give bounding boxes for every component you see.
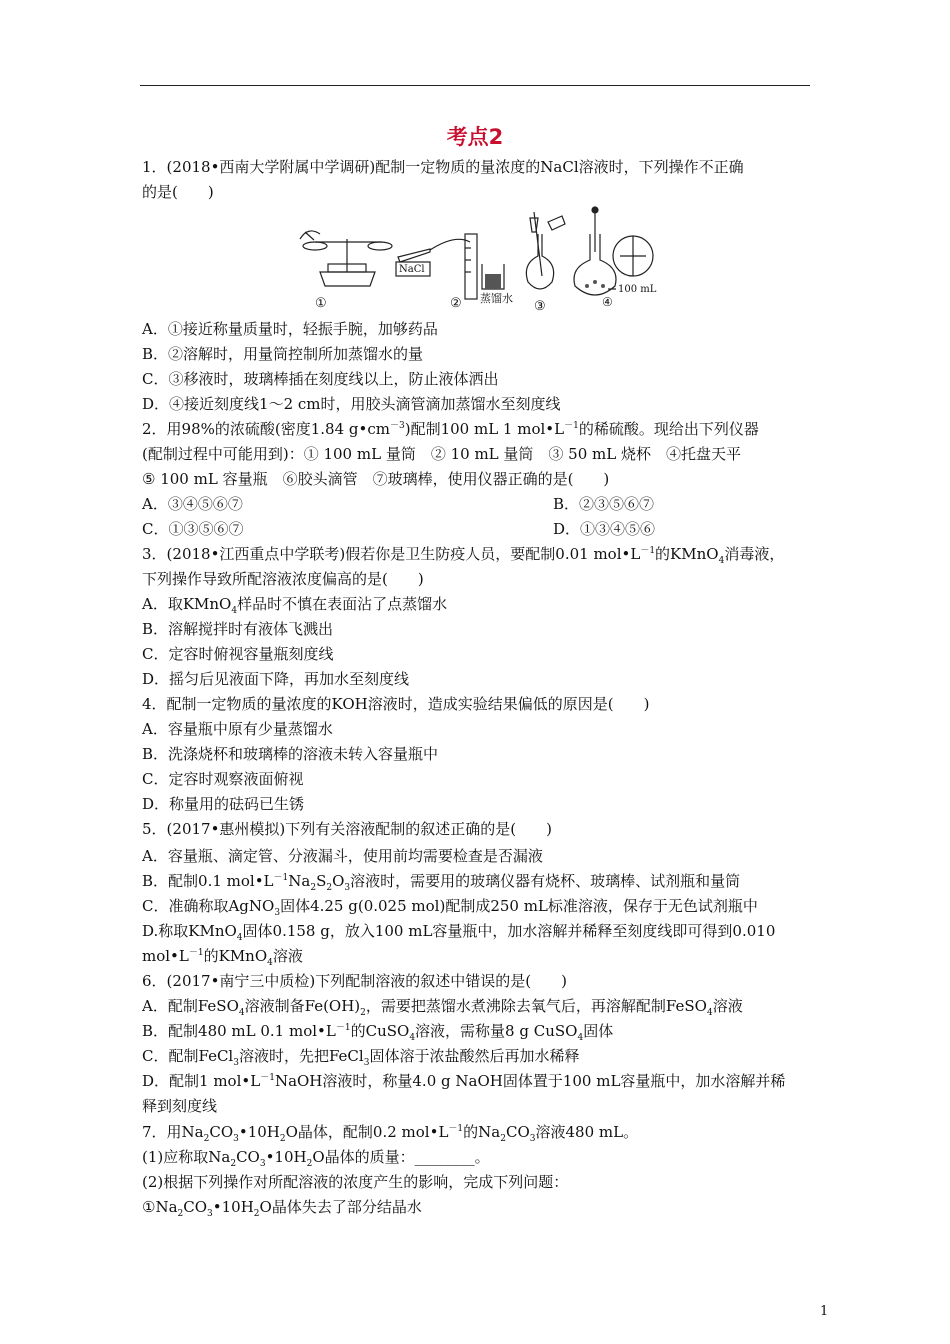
q7-part-2-item-1: $①Na_2CO_3•10H_2O$晶体失去了部分结晶水 [142, 1198, 422, 1219]
q4-option-d: D．称量用的砝码已生锈 [142, 795, 305, 813]
q7-part-1: (1)应称取$Na_2CO_3•10H_2O$晶体的质量：________。 [142, 1148, 490, 1169]
q2-stem-cont: (配制过程中可能用到)：① 100 mL 量筒 ② 10 mL 量筒 ③ 50 mL 烧杯 ④托盘天平 [142, 445, 741, 463]
q1-option-b: B．②溶解时，用量筒控制所加蒸馏水的量 [142, 345, 424, 363]
q6-option-d-cont: 释到刻度线 [142, 1097, 218, 1115]
q5-option-d-cont: $mol•L^{-1}$的KMnO$_4$溶液 [142, 947, 303, 968]
fig-label-3: ③ [534, 299, 546, 314]
q4-option-c: C．定容时观察液面俯视 [142, 770, 304, 788]
balance-illustration [300, 231, 392, 286]
q3-stem-cont: 下列操作导致所配溶液浓度偏高的是( ) [142, 570, 424, 588]
transfer-illustration [526, 212, 565, 289]
q4-option-a: A．容量瓶中原有少量蒸馏水 [142, 720, 333, 738]
q5-option-b: B．配制0.1 $mol•L^{-1}Na_2S_2O_3$溶液时，需要用的玻璃仪器有烧杯、玻璃棒、试剂瓶和量筒 [142, 872, 741, 893]
q6-option-a: A．配制FeSO$_4$溶液制备$Fe(OH)_2$，需要把蒸馏水煮沸除去氧气后，再溶解配制FeSO$_4$溶液 [142, 997, 743, 1018]
q3-stem: 3．(2018•江西重点中学联考)假若你是卫生防疫人员，要配制0.01 $mol•L^{-1}$的KMnO$_4$消毒液， [142, 545, 785, 566]
q5-option-d: D.称取KMnO$_4$固体0.158 g，放入100 mL容量瓶中，加水溶解并稀释至刻度线即可得到0.010 [142, 922, 776, 943]
q3-option-a: A．取KMnO$_4$样品时不慎在表面沾了点蒸馏水 [142, 595, 448, 616]
q2-option-b: B．②③⑤⑥⑦ [553, 495, 655, 513]
q6-option-b: B．配制480 mL 0.1 $mol•L^{-1}$的CuSO$_4$溶液，需称量8 g CuSO$_4$固体 [142, 1022, 614, 1043]
q2-option-a: A．③④⑤⑥⑦ [142, 495, 243, 513]
header-rule [140, 85, 810, 86]
q1-stem: 1．(2018•西南大学附属中学调研)配制一定物质的量浓度的NaCl溶液时，下列操作不正确 [142, 158, 744, 176]
q6-option-c: C．配制FeCl$_3$溶液时，先把FeCl$_3$固体溶于浓盐酸然后再加水稀释 [142, 1047, 580, 1068]
q7-stem: 7．用$Na_2CO_3•10H_2O$晶体，配制0.2 $mol•L^{-1}$的$Na_2CO_3$溶液480 mL。 [142, 1123, 639, 1144]
q1-stem-cont: 的是( ) [142, 183, 214, 201]
q2-stem: 2．用98%的浓硫酸(密度1.84 $g•cm^{-3}$)配制100 mL 1 $mol•L^{-1}$的稀硫酸。现给出下列仪器 [142, 420, 759, 438]
fig-label-water: 蒸馏水 [480, 292, 513, 305]
volumetric-flask-illustration [574, 207, 653, 295]
fig-label-volume: 100 mL [618, 284, 657, 295]
fig-label-nacl: NaCl [399, 264, 425, 275]
q5-option-c: C．准确称取AgNO$_3$固体4.25 g(0.025 mol)配制成250 mL标准溶液，保存于无色试剂瓶中 [142, 897, 758, 918]
q4-stem: 4．配制一定物质的量浓度的KOH溶液时，造成实验结果偏低的原因是( ) [142, 695, 650, 713]
q2-options-row2 [142, 519, 656, 539]
q6-stem: 6．(2017•南宁三中质检)下列配制溶液的叙述中错误的是( ) [142, 972, 567, 990]
q7-part-2: (2)根据下列操作对所配溶液的浓度产生的影响，完成下列问题： [142, 1173, 569, 1191]
q6-option-d: D．配制1 $mol•L^{-1}NaOH$溶液时，称量4.0 g NaOH固体置于100 mL容量瓶中，加水溶解并稀 [142, 1072, 786, 1090]
q2-options-row1 [142, 494, 655, 514]
q5-stem: 5．(2017•惠州模拟)下列有关溶液配制的叙述正确的是( ) [142, 820, 552, 838]
q4-option-b: B．洗涤烧杯和玻璃棒的溶液未转入容量瓶中 [142, 745, 439, 763]
q2-option-d: D．①③④⑤⑥ [553, 520, 656, 538]
q5-option-a: A．容量瓶、滴定管、分液漏斗，使用前均需要检查是否漏液 [142, 847, 543, 865]
q1-option-a: A．①接近称量质量时，轻振手腕，加够药品 [142, 320, 438, 338]
q1-apparatus-figure [290, 204, 660, 314]
page-number: 1 [820, 1304, 829, 1319]
fig-label-4: ④ [602, 295, 613, 309]
q2-option-c: C．①③⑤⑥⑦ [142, 520, 244, 538]
q3-option-b: B．溶解搅拌时有液体飞溅出 [142, 620, 334, 638]
fig-label-1: ① [315, 296, 327, 311]
page-title: 考点2 [446, 125, 504, 149]
q1-option-c: C．③移液时，玻璃棒插在刻度线以上，防止液体洒出 [142, 370, 499, 388]
q3-option-d: D．摇匀后见液面下降，再加水至刻度线 [142, 670, 410, 688]
q3-option-c: C．定容时俯视容量瓶刻度线 [142, 645, 334, 663]
fig-label-2: ② [450, 296, 462, 311]
q2-stem-cont2: ⑤ 100 mL 容量瓶 ⑥胶头滴管 ⑦玻璃棒，使用仪器正确的是( ) [142, 470, 610, 488]
q1-option-d: D．④接近刻度线1～2 cm时，用胶头滴管滴加蒸馏水至刻度线 [142, 395, 561, 413]
